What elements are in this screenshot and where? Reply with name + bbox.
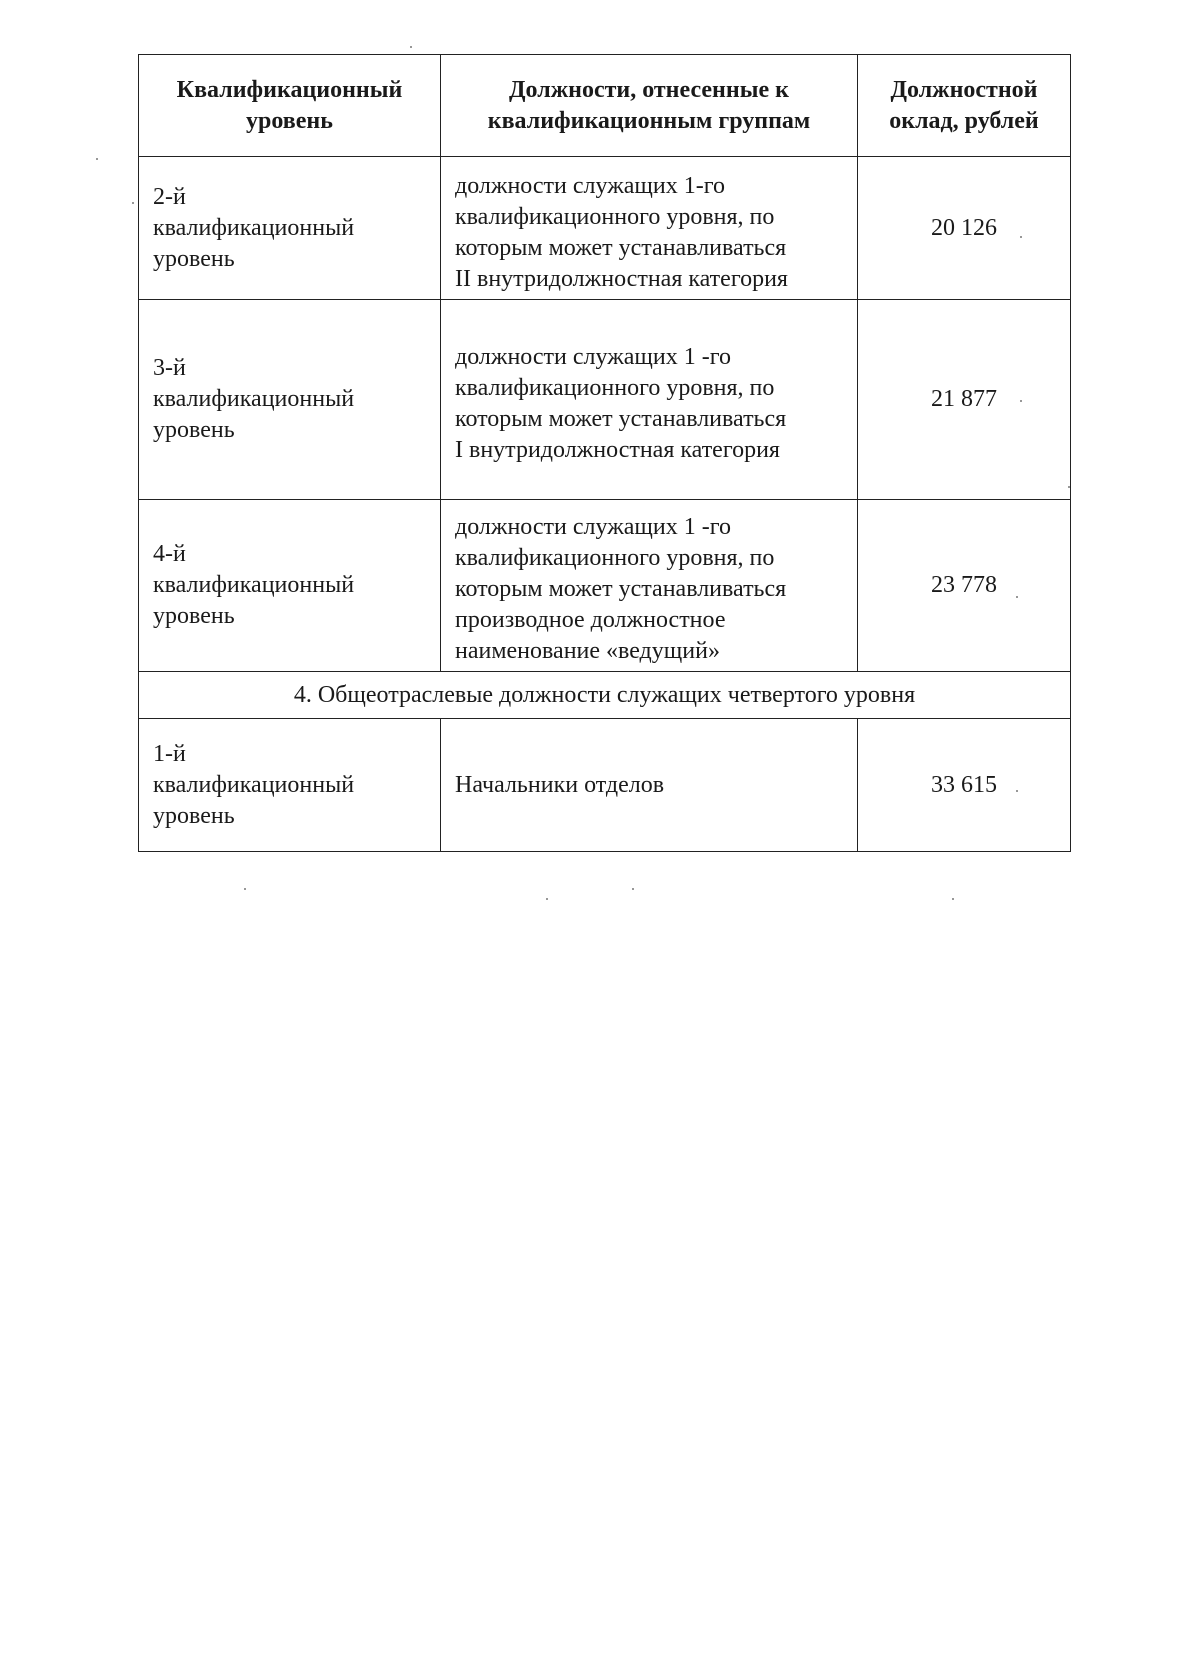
salary-table: [138, 54, 1071, 852]
scan-speck: [952, 898, 954, 900]
level-cell: 2-й квалификационный уровень: [139, 157, 441, 300]
salary-cell: 21 877: [858, 300, 1071, 500]
header-qualification-level: Квалификационный уровень: [139, 55, 441, 157]
scan-speck: [132, 202, 134, 204]
table-row: [139, 500, 1071, 672]
section-heading-row: [139, 672, 1071, 719]
scan-speck: [410, 46, 412, 48]
salary-cell: 20 126: [858, 157, 1071, 300]
scan-speck: [546, 898, 548, 900]
positions-cell: Начальники отделов: [441, 719, 858, 852]
scan-speck: [96, 158, 98, 160]
table-row: [139, 300, 1071, 500]
positions-cell: должности служащих 1 -го квалификационного уровня, по которым может устанавливаться производное должностное наименование «ведущий»: [441, 500, 858, 672]
scan-speck: [1020, 236, 1022, 238]
scan-speck: [632, 888, 634, 890]
table-row: [139, 157, 1071, 300]
scan-speck: [1016, 790, 1018, 792]
table-row: [139, 719, 1071, 852]
header-positions: Должности, отнесенные к квалификационным группам: [441, 55, 858, 157]
level-cell: 1-й квалификационный уровень: [139, 719, 441, 852]
scan-speck: [1016, 596, 1018, 598]
scan-speck: [244, 888, 246, 890]
salary-cell: 33 615: [858, 719, 1071, 852]
salary-cell: 23 778: [858, 500, 1071, 672]
positions-cell: должности служащих 1 -го квалификационного уровня, по которым может устанавливаться I внутридолжностная категория: [441, 300, 858, 500]
scan-speck: [1068, 486, 1070, 488]
section-title: 4. Общеотраслевые должности служащих четвертого уровня: [139, 672, 1071, 719]
header-salary: Должностной оклад, рублей: [858, 55, 1071, 157]
scan-speck: [1020, 400, 1022, 402]
level-cell: 3-й квалификационный уровень: [139, 300, 441, 500]
level-cell: 4-й квалификационный уровень: [139, 500, 441, 672]
positions-cell: должности служащих 1-го квалификационного уровня, по которым может устанавливаться II внутридолжностная категория: [441, 157, 858, 300]
table-header-row: [139, 55, 1071, 157]
